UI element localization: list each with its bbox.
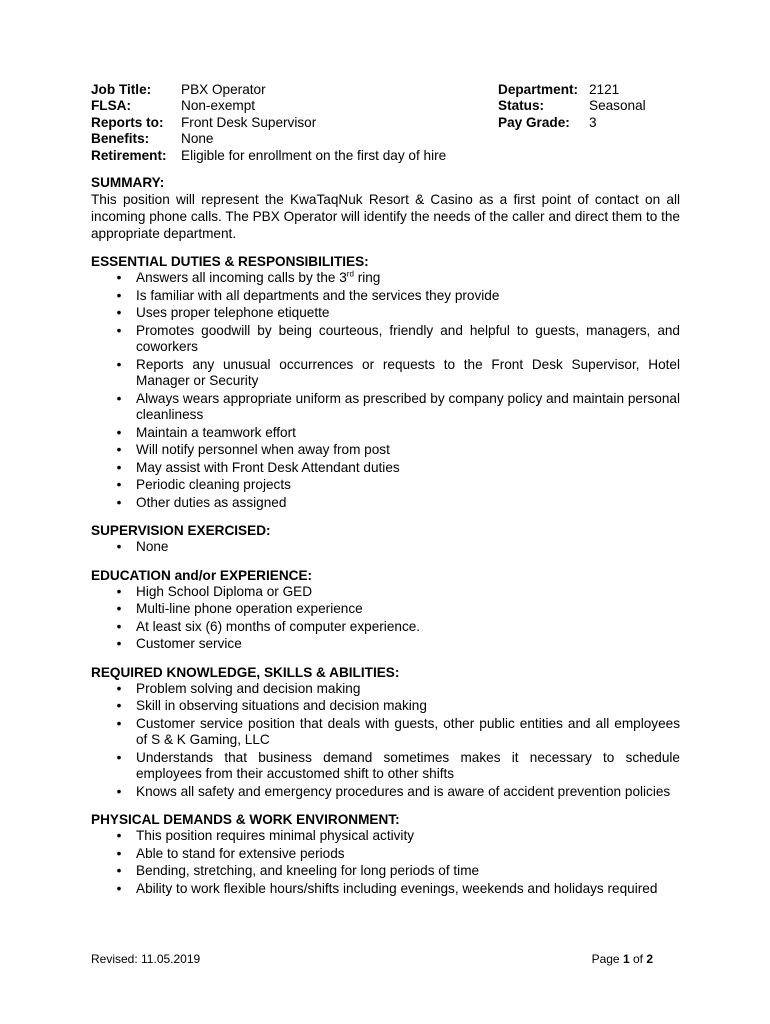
benefits-row	[91, 131, 446, 147]
bullet-icon: •	[116, 390, 122, 406]
list-item: • Able to stand for extensive periods	[91, 846, 680, 863]
supervision-heading: SUPERVISION EXERCISED:	[91, 523, 271, 538]
summary-heading: SUMMARY:	[91, 175, 165, 190]
list-item: • Ability to work flexible hours/shifts including evenings, weekends and holidays required	[91, 881, 680, 898]
list-item: • Maintain a teamwork effort	[91, 425, 680, 442]
supervision-section	[91, 522, 680, 556]
bullet-icon: •	[116, 880, 122, 896]
physical-section	[91, 811, 680, 897]
job-info-right	[498, 82, 646, 131]
job-title-label: Job Title:	[91, 82, 152, 97]
bullet-icon: •	[116, 828, 122, 843]
list-item: • High School Diploma or GED	[91, 584, 680, 601]
benefits-value: None	[181, 131, 214, 147]
education-section	[91, 567, 680, 653]
list-item: • Always wears appropriate uniform as prescribed by company policy and maintain personal cleanliness	[91, 391, 680, 424]
list-item: • Promotes goodwill by being courteous, friendly and helpful to guests, managers, and coworkers	[91, 323, 680, 356]
bullet-icon: •	[116, 845, 122, 861]
bullet-icon: •	[116, 636, 122, 651]
flsa-value: Non-exempt	[181, 98, 256, 114]
bullet-icon: •	[116, 698, 122, 713]
revised-date: Revised: 11.05.2019	[91, 952, 201, 966]
knowledge-section	[91, 664, 680, 801]
flsa-label: FLSA:	[91, 98, 132, 114]
bullet-icon: •	[116, 322, 122, 338]
list-item: • Other duties as assigned	[91, 495, 680, 512]
status-value: Seasonal	[589, 98, 646, 114]
bullet-icon: •	[116, 270, 122, 285]
list-item: • Understands that business demand sometimes makes it necessary to schedule employees from their accustomed shift to other shifts	[91, 750, 680, 783]
bullet-icon: •	[116, 749, 122, 765]
bullet-icon: •	[116, 287, 122, 303]
duties-list	[91, 270, 680, 511]
list-item: • This position requires minimal physical activity	[91, 828, 680, 845]
department-row	[498, 82, 646, 98]
pay-grade-value: 3	[589, 114, 597, 130]
job-title-value: PBX Operator	[181, 82, 266, 97]
list-item: • Multi-line phone operation experience	[91, 601, 680, 618]
list-item: • Knows all safety and emergency procedures and is aware of accident prevention policies	[91, 784, 680, 801]
list-item: • Bending, stretching, and kneeling for long periods of time	[91, 863, 680, 880]
retirement-label: Retirement:	[91, 147, 167, 163]
reports-to-value: Front Desk Supervisor	[181, 114, 317, 130]
bullet-icon: •	[116, 601, 122, 616]
list-item: • Answers all incoming calls by the 3rd ring	[91, 270, 680, 287]
bullet-icon: •	[116, 442, 122, 457]
bullet-icon: •	[116, 424, 122, 440]
bullet-icon: •	[116, 583, 122, 599]
bullet-icon: •	[116, 863, 122, 878]
benefits-label: Benefits:	[91, 131, 150, 147]
bullet-icon: •	[116, 494, 122, 510]
job-info-left	[91, 82, 446, 164]
job-title-row	[91, 82, 446, 98]
physical-list	[91, 828, 680, 897]
knowledge-heading: REQUIRED KNOWLEDGE, SKILLS & ABILITIES:	[91, 664, 400, 680]
summary-text: This position will represent the KwaTaqNuk Resort & Casino as a first point of contact on all incoming phone calls. The PBX Operator will identify the needs of the caller and direct them to the appropriate department.	[91, 192, 680, 241]
bullet-icon: •	[116, 680, 122, 696]
bullet-icon: •	[116, 783, 122, 799]
education-heading: EDUCATION and/or EXPERIENCE:	[91, 567, 313, 583]
retirement-row	[91, 148, 446, 164]
list-item: • Periodic cleaning projects	[91, 477, 680, 494]
duties-heading: ESSENTIAL DUTIES & RESPONSIBILITIES:	[91, 254, 369, 269]
list-item: • None	[91, 539, 680, 556]
bullet-icon: •	[116, 459, 122, 475]
department-value: 2121	[589, 82, 620, 97]
flsa-row	[91, 98, 446, 114]
list-item: • Customer service	[91, 636, 680, 653]
list-item: • Skill in observing situations and decision making	[91, 698, 680, 715]
reports-to-row	[91, 115, 446, 131]
bullet-icon: •	[116, 715, 122, 731]
list-item: • At least six (6) months of computer experience.	[91, 619, 680, 636]
retirement-value: Eligible for enrollment on the first day of hire	[181, 147, 447, 163]
bullet-icon: •	[116, 305, 122, 320]
list-item: • Uses proper telephone etiquette	[91, 305, 680, 322]
supervision-list	[91, 539, 680, 556]
list-item: • Customer service position that deals with guests, other public entities and all employees of S & K Gaming, LLC	[91, 716, 680, 749]
list-item: • Is familiar with all departments and the services they provide	[91, 288, 680, 305]
duties-section	[91, 253, 680, 511]
department-label: Department:	[498, 82, 579, 97]
reports-to-label: Reports to:	[91, 114, 164, 130]
pay-grade-label: Pay Grade:	[498, 114, 570, 130]
education-list	[91, 584, 680, 653]
knowledge-list	[91, 681, 680, 801]
bullet-icon: •	[116, 539, 122, 554]
summary-section	[91, 174, 680, 242]
list-item: • Will notify personnel when away from post	[91, 442, 680, 459]
page-number: Page 1 of 2	[591, 952, 653, 966]
physical-heading: PHYSICAL DEMANDS & WORK ENVIRONMENT:	[91, 812, 400, 827]
list-item: • May assist with Front Desk Attendant duties	[91, 460, 680, 477]
bullet-icon: •	[116, 356, 122, 372]
bullet-icon: •	[116, 477, 122, 492]
status-label: Status:	[498, 98, 545, 114]
pay-grade-row	[498, 115, 646, 131]
document-content	[91, 174, 680, 908]
status-row	[498, 98, 646, 114]
bullet-icon: •	[116, 618, 122, 634]
list-item: • Reports any unusual occurrences or requests to the Front Desk Supervisor, Hotel Manager or Security	[91, 357, 680, 390]
list-item: • Problem solving and decision making	[91, 681, 680, 698]
